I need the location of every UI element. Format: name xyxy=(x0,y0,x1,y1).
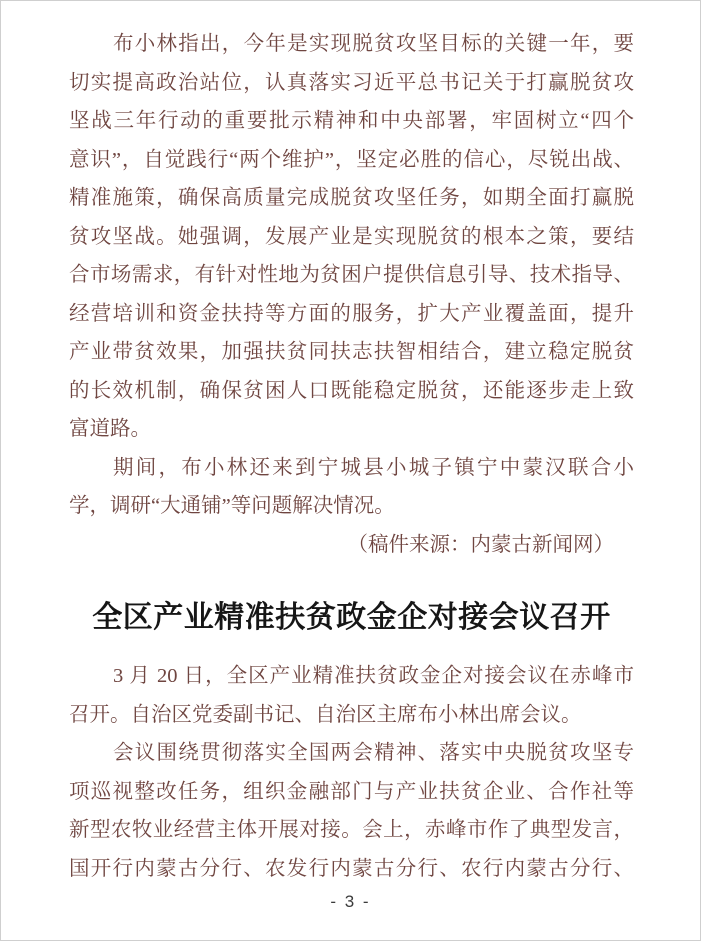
article-1-body xyxy=(69,25,634,526)
article-2-body xyxy=(69,657,634,888)
text-line: 召开。自治区党委副书记、自治区主席布小林出席会议。 xyxy=(69,703,582,726)
page-content xyxy=(69,1,634,888)
page-number: - 3 - xyxy=(330,892,371,911)
text-line: 学，调研“大通铺”等问题解决情况。 xyxy=(69,495,395,517)
text-line: 意识”，自觉践行“两个维护”，坚定必胜的信心，尽锐出战、 xyxy=(69,148,634,171)
text-line: 贫攻坚战。她强调，发展产业是实现脱贫的根本之策，要结 xyxy=(69,225,634,248)
text-line: 的长效机制，确保贫困人口既能稳定脱贫，还能逐步走上致 xyxy=(69,379,634,402)
article-2 xyxy=(69,596,634,888)
text-line: 坚战三年行动的重要批示精神和中央部署，牢固树立“四个 xyxy=(69,110,634,132)
text-line: 期间，布小林还来到宁城县小城子镇宁中蒙汉联合小 xyxy=(113,456,634,479)
text-line: 新型农牧业经营主体开展对接。会上，赤峰市作了典型发言， xyxy=(69,819,634,841)
article-2-title: 全区产业精准扶贫政金企对接会议召开 xyxy=(92,601,611,634)
text-line: 经营培训和资金扶持等方面的服务，扩大产业覆盖面，提升 xyxy=(69,302,634,325)
text-line: 富道路。 xyxy=(69,418,151,440)
text-line: 精准施策，确保高质量完成脱贫攻坚任务，如期全面打赢脱 xyxy=(69,187,634,209)
text-line: 产业带贫效果，加强扶贫同扶志扶智相结合，建立稳定脱贫 xyxy=(69,341,634,363)
article-1 xyxy=(69,25,634,564)
text-line: 项巡视整改任务，组织金融部门与产业扶贫企业、合作社等 xyxy=(69,780,634,803)
text-line: 切实提高政治站位，认真落实习近平总书记关于打赢脱贫攻 xyxy=(69,71,634,94)
text-line: 会议围绕贯彻落实全国两会精神、落实中央脱贫攻坚专 xyxy=(113,742,634,764)
text-line: 合市场需求，有针对性地为贫困户提供信息引导、技术指导、 xyxy=(69,264,634,286)
text-line: 3 月 20 日，全区产业精准扶贫政金企对接会议在赤峰市 xyxy=(113,665,634,687)
text-line: 国开行内蒙古分行、农发行内蒙古分行、农行内蒙古分行、 xyxy=(69,857,634,880)
text-line: 布小林指出，今年是实现脱贫攻坚目标的关键一年，要 xyxy=(113,33,634,55)
source-attribution: （稿件来源：内蒙古新闻网） xyxy=(347,533,614,556)
